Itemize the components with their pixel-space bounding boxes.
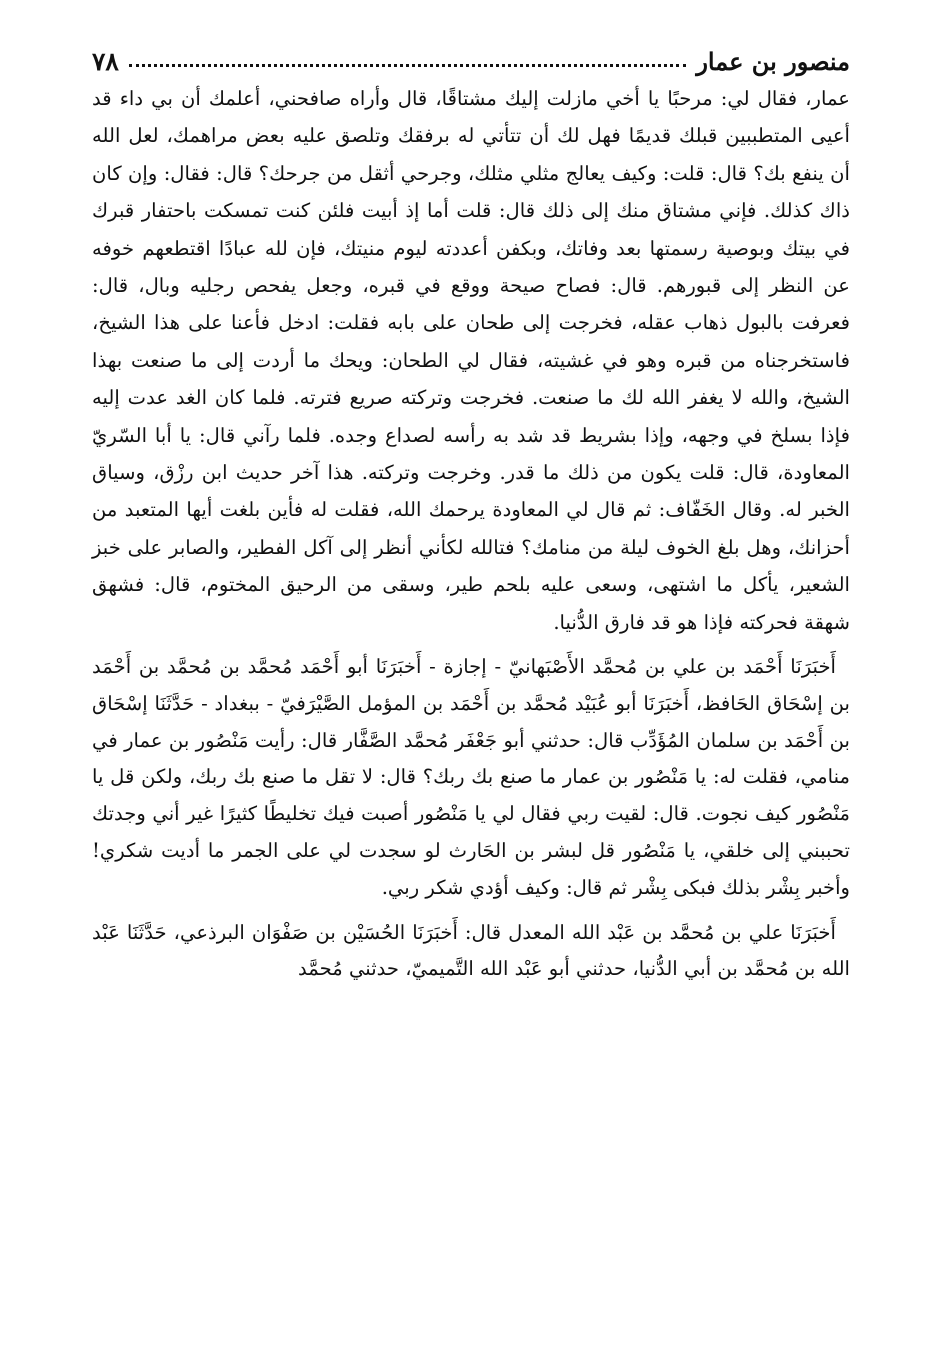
page-body: [92, 80, 850, 988]
page-header: [92, 30, 850, 76]
paragraph-isnad-next: أَخبَرَنَا علي بن مُحمَّد بن عَبْد الله المعدل قال: أَخبَرَنَا الحُسَيْن بن صَفْوَان البرذعي، حَدَّثَنَا عَبْد الله بن مُحمَّد بن أبي الدُّنيا، حدثني أبو عَبْد الله التَّميميّ، حدثني مُحمَّد: [92, 920, 850, 981]
dot-leader: [129, 64, 686, 67]
paragraph-isnad-dream: أَخبَرَنَا أَحْمَد بن علي بن مُحمَّد الأَصْبَهانيّ - إجازة - أَخبَرَنَا أبو أَحْمَد مُحمَّد بن مُحمَّد بن أَحْمَد بن إسْحَاق الحَافظ، أَخبَرَنَا أبو عُبَيْد مُحمَّد بن أَحْمَد بن المؤمل الصَّيْرَفيّ - ببغداد - حَدَّثَنَا إسْحَاق بن أَحْمَد بن سلمان المُؤَدِّب قال: حدثني أبو جَعْفَر مُحمَّد الصَّفَّار قال: رأيت مَنْصُور بن عمار في منامي، فقلت له: يا مَنْصُور بن عمار ما صنع بك ربك؟ قال: لا تقل ما صنع بك ربك، ولكن قل يا مَنْصُور كيف نجوت. قال: لقيت ربي فقال لي يا مَنْصُور أصبت فيك تخليطًا كثيرًا غير أني وجدتك تحببني إلى خلقي، يا مَنْصُور قل لبشر بن الحَارث لو سجدت لي على الجمر ما أديت شكري! وأخبر بِشْر بذلك فبكى بِشْر ثم قال: وكيف أؤدي شكر ربي.: [92, 655, 850, 899]
page-number: ٧٨: [92, 47, 119, 76]
paragraph-continuation: عمار، فقال لي: مرحبًا يا أخي مازلت إليك مشتاقًا، قال وأراه صافحني، أعلمك أن بي داء قد أعيى المتطببين قبلك قديمًا فهل لك أن تتأتي له برفقك وتلصق عليه بعض مراهمك، لعل الله أن ينفع بك؟ قال: قلت: وكيف يعالج مثلي مثلك، وجرحي أثقل من جرحك؟ قال: فقال: وإن كان ذاك كذلك. فإني مشتاق منك إلى ذلك قال: قلت أما إذ أبيت فلئن كنت تمسكت باحتفار قبرك في بيتك وبوصية رسمتها بعد وفاتك، وبكفن أعددته ليوم منيتك، فإن لله عبادًا اقتطعهم خوفه عن النظر إلى قبورهم. قال: فصاح صيحة ووقع في قبره، وجعل يفحص رجليه وبال، قال: فعرفت بالبول ذهاب عقله، فخرجت إلى طحان على بابه فقلت: ادخل فأعنا على هذا الشيخ، فاستخرجناه من قبره وهو في غشيته، فقال لي الطحان: ويحك ما أردت إلى ما صنعت بهذا الشيخ، والله لا يغفر الله لك ما صنعت. فخرجت وتركته صريع فترته. فلما كان الغد عدت إليه فإذا بسلخ في وجهه، وإذا بشريط قد شد به رأسه لصداع وجده. فلما رآني قال: يا أبا السّريّ المعاودة، قال: قلت يكون من ذلك ما قدر. وخرجت وتركته. هذا آخر حديث ابن رزْق، وسياق الخبر له. وقال الخَفّاف: ثم قال لي المعاودة يرحمك الله، فقلت له فأين بلغت أيها المتعبد من أحزانك، وهل بلغ الخوف ليلة من منامك؟ فتالله لكأني أنظر إلى آكل الفطير، والصابر على خبز الشعير، يأكل ما اشتهى، وسعى عليه بلحم طير، وسقى من الرحيق المختوم، قال: فشهق شهقة فحركته فإذا هو قد فارق الدُّنيا.: [92, 87, 850, 634]
running-title: منصور بن عمار: [696, 47, 850, 76]
